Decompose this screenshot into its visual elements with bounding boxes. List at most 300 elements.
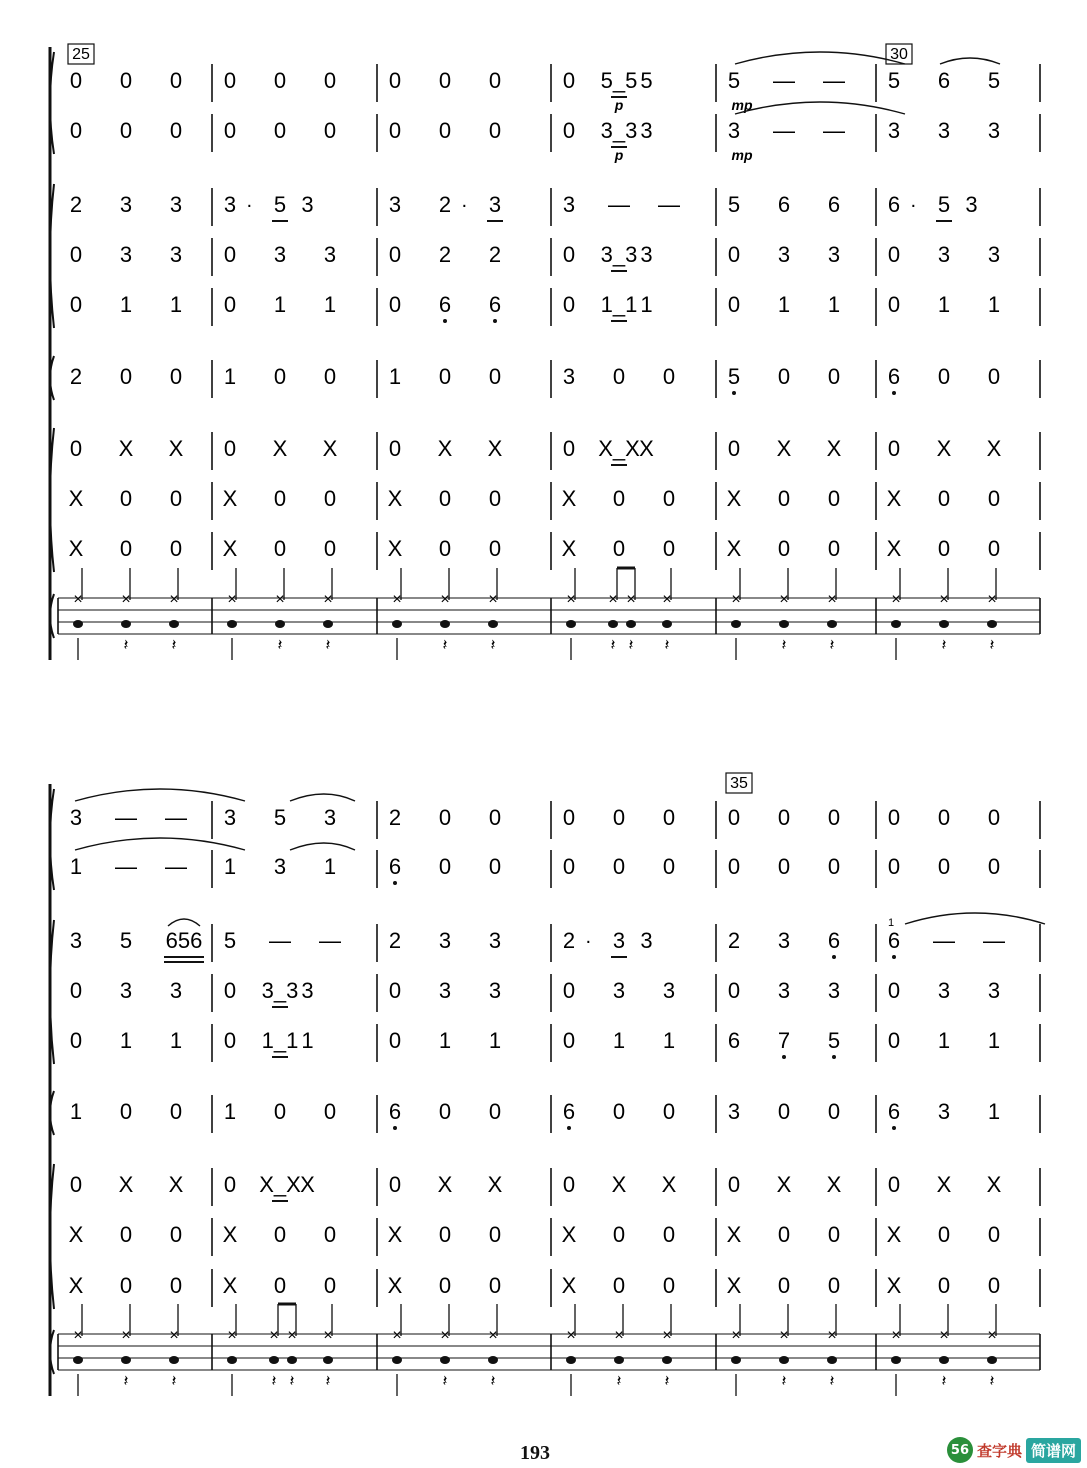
drum-notehead bbox=[987, 620, 997, 628]
rest-symbol: 𝄽 bbox=[781, 1373, 787, 1390]
jianpu-note: 6 bbox=[827, 927, 841, 953]
jianpu-note: 0 bbox=[612, 1272, 626, 1298]
jianpu-note: 0 bbox=[777, 804, 791, 830]
jianpu-note: 3 bbox=[937, 977, 951, 1003]
jianpu-note: 0 bbox=[887, 435, 901, 461]
drum-notehead bbox=[662, 620, 672, 628]
jianpu-note: X bbox=[322, 435, 338, 461]
jianpu-note: 3 bbox=[119, 977, 133, 1003]
jianpu-note: 0 bbox=[562, 291, 576, 317]
jianpu-note: 6 bbox=[777, 191, 791, 217]
cymbal-note: × bbox=[987, 1327, 997, 1344]
rest-symbol: 𝄽 bbox=[277, 637, 283, 654]
octave-dot bbox=[892, 1126, 896, 1130]
jianpu-note: 0 bbox=[388, 1027, 402, 1053]
jianpu-note: 0 bbox=[827, 804, 841, 830]
jianpu-note: 0 bbox=[937, 1221, 951, 1247]
jianpu-note: 0 bbox=[488, 1098, 502, 1124]
rest-symbol: 𝄽 bbox=[325, 637, 331, 654]
sustain-dash: — bbox=[269, 927, 291, 953]
cymbal-note: × bbox=[662, 1327, 672, 1344]
score-system-2 bbox=[50, 773, 1045, 1396]
jianpu-note: 3 bbox=[488, 977, 502, 1003]
jianpu-note: 2 bbox=[388, 804, 402, 830]
jianpu-note: 0 bbox=[119, 1272, 133, 1298]
jianpu-note: 0 bbox=[388, 291, 402, 317]
rest-symbol: 𝄽 bbox=[171, 637, 177, 654]
cymbal-note: × bbox=[275, 591, 285, 608]
jianpu-note: 1 bbox=[612, 1027, 626, 1053]
jianpu-note: 0 bbox=[562, 804, 576, 830]
jianpu-note: 0 bbox=[223, 977, 237, 1003]
dynamic-marking: mp bbox=[731, 147, 753, 163]
jianpu-note: 0 bbox=[827, 1221, 841, 1247]
drum-notehead bbox=[566, 1356, 576, 1364]
watermark-logo: 56 bbox=[947, 1437, 973, 1463]
cymbal-note: × bbox=[323, 1327, 333, 1344]
drum-notehead bbox=[227, 620, 237, 628]
jianpu-note: 0 bbox=[388, 435, 402, 461]
jianpu-note: 1 bbox=[827, 291, 841, 317]
jianpu-note: 0 bbox=[223, 435, 237, 461]
sustain-dash: — bbox=[933, 927, 955, 953]
octave-dot bbox=[892, 391, 896, 395]
rehearsal-mark: 30 bbox=[890, 46, 908, 63]
jianpu-note: 0 bbox=[438, 67, 452, 93]
drum-notehead bbox=[779, 620, 789, 628]
jianpu-note: 0 bbox=[887, 291, 901, 317]
drum-notehead bbox=[440, 620, 450, 628]
grace-note: 1 bbox=[888, 917, 895, 929]
jianpu-note: 0 bbox=[273, 485, 287, 511]
tie bbox=[75, 838, 245, 850]
augmentation-dot: · bbox=[461, 194, 468, 217]
jianpu-note: 0 bbox=[223, 67, 237, 93]
jianpu-note: X bbox=[986, 1171, 1002, 1197]
rest-symbol: 𝄽 bbox=[664, 1373, 670, 1390]
jianpu-note: X bbox=[936, 435, 952, 461]
jianpu-note: 0 bbox=[887, 1171, 901, 1197]
jianpu-note: X bbox=[118, 435, 134, 461]
jianpu-note: X bbox=[222, 535, 238, 561]
jianpu-note: 0 bbox=[827, 485, 841, 511]
jianpu-note: 3 bbox=[273, 853, 287, 879]
jianpu-note: 3 bbox=[438, 927, 452, 953]
rest-symbol: 𝄽 bbox=[490, 1373, 496, 1390]
jianpu-note: 0 bbox=[827, 1098, 841, 1124]
rest-symbol: 𝄽 bbox=[989, 637, 995, 654]
jianpu-note: 0 bbox=[169, 117, 183, 143]
cymbal-note: × bbox=[566, 591, 576, 608]
watermark-site-tag: 简谱网 bbox=[1026, 1438, 1081, 1463]
jianpu-note: 0 bbox=[777, 1098, 791, 1124]
jianpu-note: 0 bbox=[562, 241, 576, 267]
jianpu-note: 1 bbox=[223, 853, 237, 879]
rest-symbol: 𝄽 bbox=[941, 637, 947, 654]
cymbal-note: × bbox=[488, 591, 498, 608]
octave-dot bbox=[443, 319, 447, 323]
cymbal-note: × bbox=[891, 591, 901, 608]
jianpu-note: 0 bbox=[727, 435, 741, 461]
jianpu-note: 5_5 bbox=[600, 67, 638, 93]
jianpu-note: X bbox=[222, 1272, 238, 1298]
jianpu-note: 0 bbox=[438, 853, 452, 879]
jianpu-note: 0 bbox=[119, 117, 133, 143]
jianpu-note: 3 bbox=[937, 241, 951, 267]
jianpu-note: 0 bbox=[169, 535, 183, 561]
sustain-dash: — bbox=[773, 117, 795, 143]
jianpu-note: 1 bbox=[777, 291, 791, 317]
jianpu-note: 0 bbox=[488, 535, 502, 561]
cymbal-note: × bbox=[891, 1327, 901, 1344]
jianpu-note: 1 bbox=[223, 363, 237, 389]
jianpu-note: 0 bbox=[887, 853, 901, 879]
jianpu-note: X bbox=[639, 435, 654, 461]
tie bbox=[75, 789, 245, 801]
jianpu-note: 0 bbox=[438, 1272, 452, 1298]
jianpu-note: 3 bbox=[273, 241, 287, 267]
jianpu-note: 0 bbox=[323, 1098, 337, 1124]
jianpu-note: 0 bbox=[169, 1272, 183, 1298]
jianpu-note: 5 bbox=[727, 191, 741, 217]
jianpu-note: 5 bbox=[727, 67, 741, 93]
jianpu-note: 6 bbox=[827, 191, 841, 217]
rest-symbol: 𝄽 bbox=[123, 637, 129, 654]
jianpu-note: 0 bbox=[273, 1272, 287, 1298]
rest-symbol: 𝄽 bbox=[616, 1373, 622, 1390]
jianpu-note: 0 bbox=[323, 535, 337, 561]
jianpu-note: 0 bbox=[662, 485, 676, 511]
jianpu-note: 5 bbox=[273, 804, 287, 830]
page-number: 193 bbox=[520, 1442, 550, 1464]
jianpu-note: 1 bbox=[223, 1098, 237, 1124]
jianpu-note: X bbox=[272, 435, 288, 461]
jianpu-note: 0 bbox=[69, 1027, 83, 1053]
jianpu-note: 2 bbox=[438, 191, 452, 217]
cymbal-note: × bbox=[662, 591, 672, 608]
jianpu-note: 0 bbox=[937, 485, 951, 511]
drum-notehead bbox=[891, 620, 901, 628]
jianpu-note: X bbox=[487, 435, 503, 461]
cymbal-note: × bbox=[939, 1327, 949, 1344]
jianpu-note: 3 bbox=[987, 117, 1001, 143]
jianpu-note: 0 bbox=[223, 241, 237, 267]
jianpu-note: 6 bbox=[438, 291, 452, 317]
sustain-dash: — bbox=[115, 804, 137, 830]
jianpu-note: 0 bbox=[987, 485, 1001, 511]
drum-notehead bbox=[566, 620, 576, 628]
jianpu-note: 0 bbox=[119, 1221, 133, 1247]
cymbal-note: × bbox=[626, 591, 636, 608]
jianpu-note: 1 bbox=[662, 1027, 676, 1053]
jianpu-note: 0 bbox=[612, 804, 626, 830]
drum-notehead bbox=[73, 1356, 83, 1364]
rest-symbol: 𝄽 bbox=[941, 1373, 947, 1390]
jianpu-note: 3 bbox=[965, 191, 978, 217]
sustain-dash: — bbox=[319, 927, 341, 953]
drum-notehead bbox=[169, 1356, 179, 1364]
watermark bbox=[947, 1436, 1081, 1464]
jianpu-note: 0 bbox=[612, 485, 626, 511]
jianpu-note: 0 bbox=[488, 804, 502, 830]
jianpu-note: 5 bbox=[987, 67, 1001, 93]
jianpu-note: 3 bbox=[827, 977, 841, 1003]
cymbal-note: × bbox=[269, 1327, 279, 1344]
jianpu-note: X bbox=[387, 1221, 403, 1247]
jianpu-note: X bbox=[561, 1272, 577, 1298]
jianpu-note: 0 bbox=[323, 1272, 337, 1298]
jianpu-note: 0 bbox=[662, 804, 676, 830]
slur bbox=[290, 843, 355, 850]
jianpu-note: 0 bbox=[438, 535, 452, 561]
sustain-dash: — bbox=[823, 67, 845, 93]
jianpu-note: 3 bbox=[169, 977, 183, 1003]
rest-symbol: 𝄽 bbox=[123, 1373, 129, 1390]
jianpu-note: 0 bbox=[727, 291, 741, 317]
cymbal-note: × bbox=[169, 591, 179, 608]
jianpu-note-group: 656 bbox=[165, 927, 203, 953]
jianpu-note: X bbox=[826, 1171, 842, 1197]
drum-notehead bbox=[275, 620, 285, 628]
jianpu-note: 0 bbox=[388, 977, 402, 1003]
jianpu-note: 0 bbox=[777, 1221, 791, 1247]
tie bbox=[735, 52, 905, 64]
rest-symbol: 𝄽 bbox=[289, 1373, 295, 1390]
drum-notehead bbox=[626, 620, 636, 628]
jianpu-note: 0 bbox=[562, 67, 576, 93]
jianpu-note: 6 bbox=[887, 363, 901, 389]
drum-notehead bbox=[987, 1356, 997, 1364]
jianpu-note: 3 bbox=[987, 977, 1001, 1003]
jianpu-note: 6 bbox=[887, 1098, 901, 1124]
drum-notehead bbox=[392, 620, 402, 628]
sustain-dash: — bbox=[165, 804, 187, 830]
jianpu-note: 5 bbox=[887, 67, 901, 93]
jianpu-note: 0 bbox=[612, 1221, 626, 1247]
slur bbox=[168, 919, 200, 926]
jianpu-note: X_X bbox=[259, 1171, 301, 1197]
jianpu-note: 0 bbox=[662, 535, 676, 561]
sustain-dash: — bbox=[608, 191, 630, 217]
rest-symbol: 𝄽 bbox=[628, 637, 634, 654]
jianpu-note: 6 bbox=[488, 291, 502, 317]
rest-symbol: 𝄽 bbox=[989, 1373, 995, 1390]
jianpu-note: 0 bbox=[488, 1221, 502, 1247]
octave-dot bbox=[493, 319, 497, 323]
jianpu-note: 0 bbox=[662, 363, 676, 389]
sustain-dash: — bbox=[115, 853, 137, 879]
jianpu-note: 0 bbox=[438, 1221, 452, 1247]
jianpu-note: 1 bbox=[488, 1027, 502, 1053]
jianpu-note: 3 bbox=[223, 804, 237, 830]
jianpu-note: 3 bbox=[727, 1098, 741, 1124]
jianpu-note: 0 bbox=[323, 117, 337, 143]
jianpu-note: 0 bbox=[937, 853, 951, 879]
jianpu-note: 1 bbox=[937, 291, 951, 317]
jianpu-note: 7 bbox=[777, 1027, 791, 1053]
jianpu-note: X bbox=[300, 1171, 315, 1197]
jianpu-note: 0 bbox=[273, 67, 287, 93]
jianpu-note: 3 bbox=[301, 977, 314, 1003]
jianpu-note: 0 bbox=[562, 853, 576, 879]
octave-dot bbox=[732, 391, 736, 395]
jianpu-note: 0 bbox=[937, 1272, 951, 1298]
jianpu-note: 0 bbox=[987, 363, 1001, 389]
jianpu-note: 3 bbox=[987, 241, 1001, 267]
jianpu-note: 0 bbox=[388, 241, 402, 267]
drum-notehead bbox=[121, 620, 131, 628]
jianpu-note: 1_1 bbox=[600, 291, 638, 317]
jianpu-note: 0 bbox=[438, 804, 452, 830]
tie bbox=[905, 913, 1045, 924]
jianpu-note: X bbox=[776, 435, 792, 461]
jianpu-note: 6 bbox=[388, 1098, 402, 1124]
jianpu-note: 0 bbox=[438, 117, 452, 143]
jianpu-note: 1_1 bbox=[261, 1027, 299, 1053]
jianpu-note: X_X bbox=[598, 435, 640, 461]
jianpu-note: 6 bbox=[388, 853, 402, 879]
jianpu-note: 5 bbox=[223, 927, 237, 953]
jianpu-note: 0 bbox=[488, 363, 502, 389]
jianpu-note: 3 bbox=[612, 927, 626, 953]
jianpu-note: X bbox=[437, 1171, 453, 1197]
jianpu-note: X bbox=[726, 1221, 742, 1247]
drum-notehead bbox=[323, 1356, 333, 1364]
cymbal-note: × bbox=[323, 591, 333, 608]
drum-notehead bbox=[169, 620, 179, 628]
jianpu-note: 0 bbox=[662, 1221, 676, 1247]
jianpu-note: 0 bbox=[612, 1098, 626, 1124]
jianpu-note: 1 bbox=[301, 1027, 314, 1053]
jianpu-note: X bbox=[726, 535, 742, 561]
jianpu-note: 0 bbox=[273, 117, 287, 143]
rest-symbol: 𝄽 bbox=[664, 637, 670, 654]
cymbal-note: × bbox=[779, 1327, 789, 1344]
jianpu-note: 0 bbox=[69, 1171, 83, 1197]
jianpu-note: 0 bbox=[488, 1272, 502, 1298]
jianpu-note: 2 bbox=[438, 241, 452, 267]
jianpu-note: 0 bbox=[562, 1171, 576, 1197]
jianpu-note: X bbox=[726, 485, 742, 511]
cymbal-note: × bbox=[987, 591, 997, 608]
cymbal-note: × bbox=[608, 591, 618, 608]
jianpu-note: 1 bbox=[69, 1098, 83, 1124]
jianpu-note: 0 bbox=[323, 1221, 337, 1247]
jianpu-note: 3 bbox=[937, 117, 951, 143]
jianpu-note: 0 bbox=[937, 363, 951, 389]
rest-symbol: 𝄽 bbox=[171, 1373, 177, 1390]
jianpu-note: 0 bbox=[323, 67, 337, 93]
jianpu-note: 3 bbox=[937, 1098, 951, 1124]
jianpu-note: 1 bbox=[169, 1027, 183, 1053]
jianpu-note: X bbox=[826, 435, 842, 461]
jianpu-note: 3 bbox=[119, 191, 133, 217]
jianpu-note: X bbox=[168, 435, 184, 461]
jianpu-note: 3 bbox=[562, 363, 576, 389]
jianpu-note: 3 bbox=[438, 977, 452, 1003]
jianpu-note: 6 bbox=[727, 1027, 741, 1053]
jianpu-note: X bbox=[886, 1272, 902, 1298]
drum-notehead bbox=[939, 1356, 949, 1364]
rest-symbol: 𝄽 bbox=[271, 1373, 277, 1390]
drum-notehead bbox=[227, 1356, 237, 1364]
jianpu-note: 0 bbox=[887, 804, 901, 830]
watermark-site-name: 查字典 bbox=[976, 1441, 1022, 1460]
drum-notehead bbox=[662, 1356, 672, 1364]
jianpu-note: 1 bbox=[323, 291, 337, 317]
jianpu-note: X bbox=[68, 1272, 84, 1298]
jianpu-note: 2 bbox=[388, 927, 402, 953]
cymbal-note: × bbox=[73, 1327, 83, 1344]
jianpu-note: 0 bbox=[827, 535, 841, 561]
jianpu-note: X bbox=[487, 1171, 503, 1197]
jianpu-note: X bbox=[986, 435, 1002, 461]
jianpu-note: 0 bbox=[777, 1272, 791, 1298]
augmentation-dot: · bbox=[585, 930, 592, 953]
cymbal-note: × bbox=[731, 1327, 741, 1344]
jianpu-note: 0 bbox=[887, 977, 901, 1003]
drum-notehead bbox=[73, 620, 83, 628]
octave-dot bbox=[832, 955, 836, 959]
jianpu-note: 1 bbox=[937, 1027, 951, 1053]
drum-notehead bbox=[779, 1356, 789, 1364]
jianpu-note: 0 bbox=[69, 67, 83, 93]
jianpu-note: 0 bbox=[727, 853, 741, 879]
augmentation-dot: · bbox=[246, 194, 253, 217]
jianpu-note: 3 bbox=[777, 977, 791, 1003]
jianpu-note: 3 bbox=[488, 927, 502, 953]
jianpu-note: 3 bbox=[612, 977, 626, 1003]
jianpu-note: 0 bbox=[388, 67, 402, 93]
jianpu-note: 3_3 bbox=[261, 977, 299, 1003]
cymbal-note: × bbox=[566, 1327, 576, 1344]
jianpu-note: 0 bbox=[612, 853, 626, 879]
jianpu-note: 0 bbox=[69, 291, 83, 317]
jianpu-note: 0 bbox=[169, 1221, 183, 1247]
drum-notehead bbox=[614, 1356, 624, 1364]
cymbal-note: × bbox=[827, 591, 837, 608]
jianpu-note: 3 bbox=[69, 927, 83, 953]
jianpu-note: X bbox=[437, 435, 453, 461]
jianpu-note: 2 bbox=[562, 927, 576, 953]
jianpu-note: 0 bbox=[987, 1272, 1001, 1298]
jianpu-note: X bbox=[387, 535, 403, 561]
jianpu-note: 0 bbox=[887, 241, 901, 267]
jianpu-note: 0 bbox=[69, 977, 83, 1003]
jianpu-note: 3 bbox=[301, 191, 314, 217]
jianpu-note: 0 bbox=[562, 977, 576, 1003]
jianpu-note: 0 bbox=[887, 1027, 901, 1053]
jianpu-note: 0 bbox=[827, 853, 841, 879]
jianpu-note: 0 bbox=[69, 435, 83, 461]
jianpu-note: 3 bbox=[323, 804, 337, 830]
jianpu-note: X bbox=[222, 1221, 238, 1247]
jianpu-note: 0 bbox=[562, 1027, 576, 1053]
jianpu-note: 0 bbox=[438, 485, 452, 511]
jianpu-note: 6 bbox=[937, 67, 951, 93]
sustain-dash: — bbox=[658, 191, 680, 217]
jianpu-note: 0 bbox=[727, 804, 741, 830]
jianpu-note: 1 bbox=[169, 291, 183, 317]
jianpu-note: 5 bbox=[273, 191, 287, 217]
rest-symbol: 𝄽 bbox=[829, 637, 835, 654]
jianpu-note: 5 bbox=[937, 191, 951, 217]
jianpu-note: 0 bbox=[273, 1098, 287, 1124]
octave-dot bbox=[832, 1055, 836, 1059]
jianpu-note: 0 bbox=[438, 1098, 452, 1124]
cymbal-note: × bbox=[827, 1327, 837, 1344]
jianpu-note: 3 bbox=[119, 241, 133, 267]
